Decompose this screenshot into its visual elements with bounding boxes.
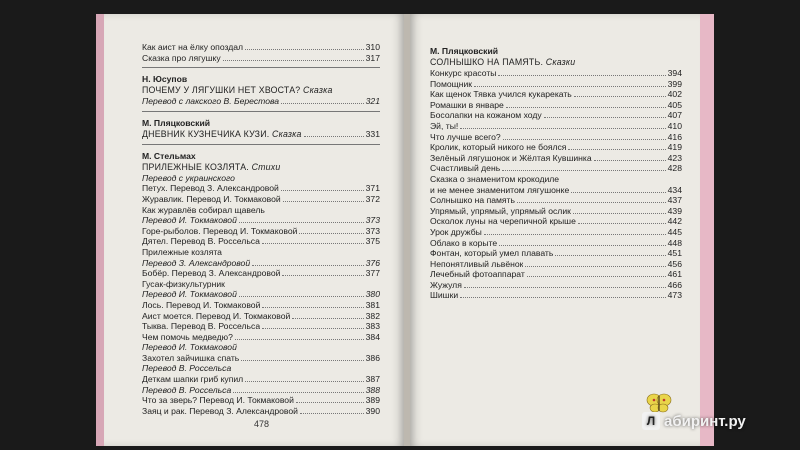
section-genre: Сказка: [303, 85, 333, 96]
entry-title: Перевод с лакского В. Берестова: [142, 96, 280, 107]
entry-title: Перевод З. Александровой: [142, 257, 251, 268]
entry-title: Лось. Перевод И. Токмаковой: [142, 299, 261, 310]
dot-leader: [574, 96, 666, 97]
toc-entry: [142, 363, 380, 374]
left-page: [104, 14, 404, 446]
toc-entry: [430, 269, 682, 280]
entry-title: Осколок луны на черепичной крыше: [430, 216, 576, 227]
entry-title: Урок дружбы: [430, 226, 482, 237]
entry-title: Аист моется. Перевод И. Токмаковой: [142, 310, 291, 321]
labirint-logo-icon: Л: [642, 412, 660, 430]
toc-entry: [142, 236, 380, 247]
dot-leader: [594, 160, 666, 161]
entry-page: 442: [667, 216, 682, 227]
toc-entry: [430, 174, 682, 185]
toc-entry: [430, 206, 682, 217]
toc-entry: [430, 153, 682, 164]
toc-entry: [142, 205, 380, 216]
entry-title: Непонятливый львёнок: [430, 258, 524, 269]
entry-page: 416: [667, 131, 682, 142]
entry-page: 461: [667, 269, 682, 280]
dot-leader: [517, 202, 666, 203]
dot-leader: [304, 136, 364, 137]
entry-page: 437: [667, 195, 682, 206]
toc-entry: [430, 132, 682, 143]
toc-entry: [430, 248, 682, 259]
section-title: [142, 162, 380, 173]
section-author: Н. Юсупов: [142, 74, 188, 85]
dot-leader: [503, 139, 666, 140]
entry-page: 381: [365, 299, 380, 310]
toc-entry: [142, 42, 380, 53]
entry-page: 402: [667, 89, 682, 100]
section-author: М. Пляцковский: [142, 117, 211, 128]
toc-entry: [430, 185, 682, 196]
dot-leader: [233, 392, 363, 393]
section-title-main: СОЛНЫШКО НА ПАМЯТЬ.: [430, 57, 544, 67]
toc-entry: [430, 216, 682, 227]
dot-leader: [292, 318, 363, 319]
toc-entry: [142, 268, 380, 279]
book-edge-right: [700, 14, 714, 446]
dot-leader: [262, 307, 363, 308]
entry-title: Как журавлёв собирал щавель: [142, 204, 265, 215]
entry-title: Облако в корыте: [430, 237, 498, 248]
entry-page: 376: [365, 257, 380, 268]
dot-leader: [460, 297, 666, 298]
toc-entry: [142, 321, 380, 332]
section-author: М. Пляцковский: [430, 46, 499, 56]
dot-leader: [296, 402, 364, 403]
section-genre: Сказки: [545, 57, 576, 67]
entry-title: Зелёный лягушонок и Жёлтая Кувшинка: [430, 152, 592, 163]
entry-page: 389: [365, 395, 380, 406]
entry-title: Эй, ты!: [430, 120, 459, 131]
toc-entry: [430, 238, 682, 249]
entry-title: Горе-рыболов. Перевод И. Токмаковой: [142, 225, 298, 236]
entry-page: 428: [667, 163, 682, 174]
entry-page: 371: [365, 183, 380, 194]
entry-title: Помощник: [430, 78, 473, 89]
entry-page: 386: [365, 352, 380, 363]
section-divider: [142, 111, 380, 112]
entry-title: Журавлик. Перевод И. Токмаковой: [142, 193, 281, 204]
toc-entry: [142, 53, 380, 64]
section-genre: Стихи: [251, 161, 281, 172]
dot-leader: [300, 413, 364, 414]
toc-entry: [430, 142, 682, 153]
dot-leader: [525, 266, 665, 267]
entry-page: 423: [667, 152, 682, 163]
dot-leader: [281, 190, 364, 191]
toc-entry: [142, 247, 380, 258]
toc-entry: [142, 395, 380, 406]
entry-title: Бобёр. Перевод З. Александровой: [142, 268, 281, 279]
toc-entry: [430, 227, 682, 238]
section-title-text: [142, 85, 333, 96]
entry-title: Что лучше всего?: [430, 131, 501, 142]
entry-title: Перевод с украинского: [142, 172, 235, 183]
section-divider: [142, 144, 380, 145]
entry-title: и не менее знаменитом лягушонке: [430, 184, 570, 195]
right-page: [410, 14, 700, 446]
dot-leader: [555, 255, 665, 256]
toc-entry: [430, 290, 682, 301]
dot-leader: [223, 60, 364, 61]
entry-page: 383: [365, 321, 380, 332]
entry-page: 331: [365, 128, 380, 139]
left-toc: [142, 42, 380, 416]
dot-leader: [245, 381, 363, 382]
section-title: [142, 85, 380, 96]
entry-page: 377: [365, 268, 380, 279]
entry-title: Сказка о знаменитом крокодиле: [430, 173, 560, 184]
dot-leader: [527, 276, 666, 277]
toc-entry: [430, 163, 682, 174]
toc-entry: [142, 374, 380, 385]
toc-entry: [142, 215, 380, 226]
entry-page: 456: [667, 258, 682, 269]
dot-leader: [498, 75, 665, 76]
page-number: 478: [254, 419, 270, 429]
dot-leader: [484, 234, 666, 235]
right-toc: [430, 40, 682, 301]
entry-page: 439: [667, 205, 682, 216]
entry-page: 380: [365, 289, 380, 300]
dot-leader: [239, 222, 364, 223]
section-genre: Сказка: [272, 128, 302, 139]
entry-page: 382: [365, 310, 380, 321]
dot-leader: [568, 149, 665, 150]
toc-entry: [142, 385, 380, 396]
butterfly-icon: [646, 392, 672, 414]
entry-title: Гусак-физкультурник: [142, 278, 225, 289]
dot-leader: [281, 103, 364, 104]
entry-page: 390: [365, 405, 380, 416]
section-divider: [142, 67, 380, 68]
section-title: [142, 129, 380, 140]
entry-title: Заяц и рак. Перевод З. Александровой: [142, 405, 298, 416]
entry-title: Перевод В. Россельса: [142, 384, 232, 395]
toc-entry: [142, 183, 380, 194]
toc-entry: [142, 226, 380, 237]
dot-leader: [460, 128, 665, 129]
entry-title: Лечебный фотоаппарат: [430, 269, 525, 280]
dot-leader: [578, 223, 666, 224]
entry-page: 466: [667, 279, 682, 290]
section-title-main: ПРИЛЕЖНЫЕ КОЗЛЯТА.: [142, 161, 249, 172]
section-title-main: ДНЕВНИК КУЗНЕЧИКА КУЗИ.: [142, 128, 270, 139]
entry-title: Конкурс красоты: [430, 68, 497, 78]
entry-page: 407: [667, 110, 682, 121]
entry-title: Упрямый, упрямый, упрямый ослик: [430, 205, 571, 216]
dot-leader: [544, 117, 666, 118]
toc-entry: [430, 280, 682, 291]
entry-page: 473: [667, 290, 682, 301]
toc-entry: [430, 195, 682, 206]
toc-entry: [430, 100, 682, 111]
toc-entry: [430, 68, 682, 79]
toc-entry: [430, 79, 682, 90]
entry-title: Как аист на ёлку опоздал: [142, 42, 244, 52]
dot-leader: [262, 243, 364, 244]
dot-leader: [506, 107, 666, 108]
dot-leader: [502, 170, 665, 171]
toc-entry: [142, 279, 380, 290]
entry-page: 321: [365, 96, 380, 107]
entry-title: Перевод И. Токмаковой: [142, 289, 237, 300]
entry-page: 419: [667, 142, 682, 153]
entry-title: Сказка про лягушку: [142, 52, 221, 63]
dot-leader: [464, 287, 666, 288]
entry-title: Босолапки на кожаном ходу: [430, 110, 542, 121]
toc-entry: [430, 121, 682, 132]
entry-page: 373: [365, 215, 380, 226]
entry-title: Деткам шапки гриб купил: [142, 374, 244, 385]
entry-title: Перевод И. Токмаковой: [142, 215, 237, 226]
toc-entry: [142, 258, 380, 269]
dot-leader: [239, 296, 364, 297]
watermark-text: абиринт.ру: [664, 412, 746, 430]
toc-entry: [142, 173, 380, 184]
entry-page: 445: [667, 226, 682, 237]
entry-title: Перевод В. Россельса: [142, 363, 232, 374]
entry-page: 388: [365, 384, 380, 395]
toc-entry: [142, 406, 380, 417]
section-title-main: ПОЧЕМУ У ЛЯГУШКИ НЕТ ХВОСТА?: [142, 85, 301, 96]
dot-leader: [235, 339, 364, 340]
entry-title: Захотел зайчишка спать: [142, 352, 240, 363]
entry-title: Кролик, который никого не боялся: [430, 142, 567, 153]
toc-entry: [142, 342, 380, 353]
section-author: М. Стельмах: [142, 150, 196, 161]
toc-entry: [142, 332, 380, 343]
dot-leader: [252, 265, 364, 266]
entry-page: 373: [365, 225, 380, 236]
toc-entry: [142, 353, 380, 364]
toc-entry: [142, 300, 380, 311]
entry-title: Солнышко на память: [430, 195, 515, 206]
entry-title: Петух. Перевод З. Александровой: [142, 183, 279, 194]
entry-page: 448: [667, 237, 682, 248]
entry-title: Чем помочь медведю?: [142, 331, 233, 342]
entry-title: Ромашки в январе: [430, 99, 504, 110]
entry-title: Тыква. Перевод В. Россельса: [142, 321, 261, 332]
entry-page: 317: [365, 52, 380, 63]
toc-entry: [142, 311, 380, 322]
entry-title: Перевод И. Токмаковой: [142, 342, 237, 353]
toc-entry: [430, 259, 682, 270]
dot-leader: [282, 275, 363, 276]
entry-title: Шишки: [430, 290, 459, 301]
toc-entry: [430, 89, 682, 100]
open-book: [104, 14, 700, 446]
entry-title: Счастливый день: [430, 163, 501, 174]
section-title-text: [142, 129, 302, 140]
entry-page: 405: [667, 99, 682, 110]
toc-entry: [142, 96, 380, 107]
entry-page: 375: [365, 236, 380, 247]
toc-entry: [142, 289, 380, 300]
watermark-logo: [642, 412, 746, 430]
entry-page: 399: [667, 78, 682, 89]
entry-page: 410: [667, 120, 682, 131]
entry-title: Дятел. Перевод В. Россельса: [142, 236, 260, 247]
entry-title: Жужуля: [430, 279, 462, 290]
toc-entry: [430, 110, 682, 121]
book-edge-left: [96, 14, 104, 446]
dot-leader: [245, 49, 364, 50]
dot-leader: [499, 245, 665, 246]
toc-entry: [142, 194, 380, 205]
entry-page: 387: [365, 374, 380, 385]
dot-leader: [299, 233, 363, 234]
dot-leader: [262, 328, 364, 329]
entry-page: 310: [365, 42, 380, 52]
section-title: [430, 57, 682, 68]
entry-title: Что за зверь? Перевод И. Токмаковой: [142, 395, 294, 406]
dot-leader: [474, 86, 666, 87]
entry-title: Фонтан, который умел плавать: [430, 248, 554, 259]
entry-page: 372: [365, 193, 380, 204]
section-title-text: [142, 162, 280, 173]
entry-title: Как щенок Тявка учился кукарекать: [430, 89, 572, 100]
entry-page: 434: [667, 184, 682, 195]
dot-leader: [573, 213, 666, 214]
dot-leader: [241, 360, 363, 361]
entry-title: Прилежные козлята: [142, 246, 222, 257]
dot-leader: [283, 201, 364, 202]
entry-page: 451: [667, 248, 682, 259]
entry-page: 384: [365, 331, 380, 342]
dot-leader: [571, 192, 665, 193]
entry-page: 394: [667, 68, 682, 78]
